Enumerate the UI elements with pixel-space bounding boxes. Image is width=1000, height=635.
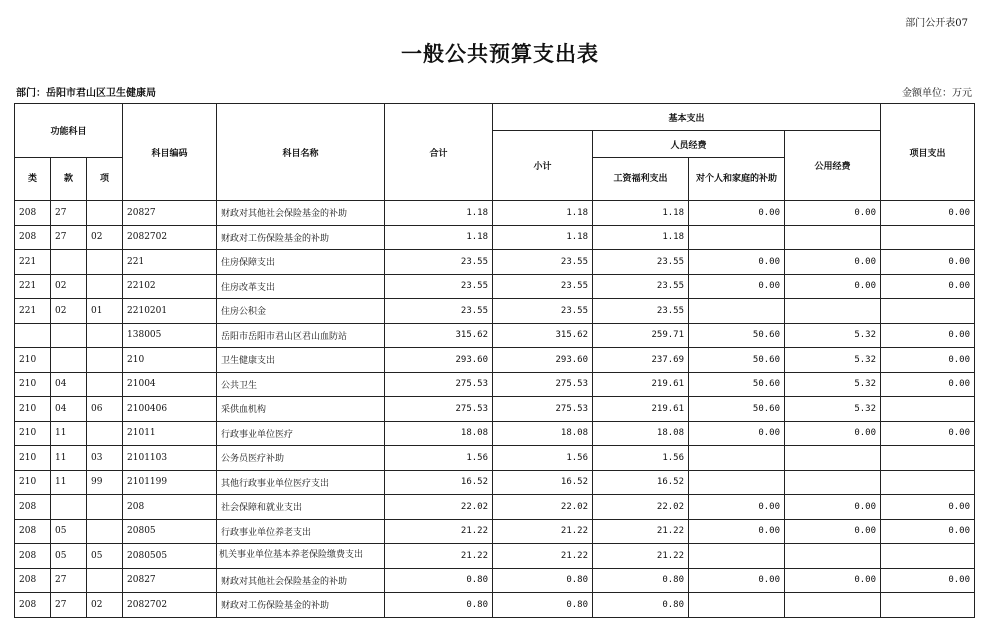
cell-household-subsidy: 50.60	[689, 323, 785, 348]
cell-xiang	[87, 348, 123, 373]
table-row	[15, 348, 975, 373]
header-name: 科目名称	[217, 104, 385, 201]
cell-household-subsidy	[689, 593, 785, 618]
table-row	[15, 519, 975, 544]
header-xiang: 项	[87, 158, 123, 201]
header-public-funds: 公用经费	[785, 131, 881, 201]
cell-project: 0.00	[881, 274, 975, 299]
cell-name: 财政对工伤保险基金的补助	[217, 225, 385, 250]
cell-code: 138005	[123, 323, 217, 348]
cell-wages: 21.22	[593, 519, 689, 544]
cell-public-funds	[785, 593, 881, 618]
cell-wages: 0.80	[593, 593, 689, 618]
cell-name: 采供血机构	[217, 397, 385, 422]
table-row	[15, 250, 975, 275]
cell-total: 0.80	[385, 593, 493, 618]
cell-wages: 23.55	[593, 250, 689, 275]
cell-code: 22102	[123, 274, 217, 299]
cell-code: 20805	[123, 519, 217, 544]
cell-total: 18.08	[385, 421, 493, 446]
table-row	[15, 225, 975, 250]
cell-total: 22.02	[385, 495, 493, 520]
cell-wages: 23.55	[593, 274, 689, 299]
cell-subtotal: 0.80	[493, 568, 593, 593]
cell-lei: 208	[15, 201, 51, 226]
cell-public-funds: 0.00	[785, 421, 881, 446]
cell-lei: 208	[15, 225, 51, 250]
header-wages: 工资福利支出	[593, 158, 689, 201]
cell-total: 16.52	[385, 470, 493, 495]
cell-code: 2080505	[123, 544, 217, 569]
cell-kuan: 11	[51, 470, 87, 495]
header-function-subject: 功能科目	[15, 104, 123, 158]
cell-xiang: 99	[87, 470, 123, 495]
cell-subtotal: 18.08	[493, 421, 593, 446]
cell-project: 0.00	[881, 250, 975, 275]
cell-lei: 221	[15, 250, 51, 275]
cell-total: 23.55	[385, 299, 493, 324]
cell-household-subsidy	[689, 225, 785, 250]
header-project-expenditure: 项目支出	[881, 104, 975, 201]
cell-public-funds: 0.00	[785, 274, 881, 299]
cell-subtotal: 22.02	[493, 495, 593, 520]
cell-kuan: 04	[51, 397, 87, 422]
cell-public-funds	[785, 544, 881, 569]
cell-subtotal: 16.52	[493, 470, 593, 495]
cell-code: 20827	[123, 201, 217, 226]
cell-xiang: 01	[87, 299, 123, 324]
cell-xiang	[87, 568, 123, 593]
cell-name: 财政对工伤保险基金的补助	[217, 593, 385, 618]
cell-project	[881, 225, 975, 250]
page-title: 一般公共预算支出表	[401, 41, 599, 66]
cell-total: 1.18	[385, 225, 493, 250]
cell-public-funds	[785, 299, 881, 324]
cell-public-funds: 0.00	[785, 519, 881, 544]
cell-household-subsidy	[689, 544, 785, 569]
cell-kuan	[51, 348, 87, 373]
cell-name: 公务员医疗补助	[217, 446, 385, 471]
cell-household-subsidy: 50.60	[689, 397, 785, 422]
cell-wages: 23.55	[593, 299, 689, 324]
cell-xiang	[87, 323, 123, 348]
cell-wages: 1.56	[593, 446, 689, 471]
cell-household-subsidy: 0.00	[689, 201, 785, 226]
cell-public-funds: 0.00	[785, 201, 881, 226]
amount-unit-label: 金额单位：万元	[902, 88, 972, 99]
cell-public-funds: 5.32	[785, 348, 881, 373]
cell-name: 财政对其他社会保险基金的补助	[217, 201, 385, 226]
cell-household-subsidy: 0.00	[689, 274, 785, 299]
table-row	[15, 446, 975, 471]
cell-name: 住房公积金	[217, 299, 385, 324]
cell-kuan: 11	[51, 421, 87, 446]
cell-household-subsidy: 0.00	[689, 495, 785, 520]
cell-project: 0.00	[881, 568, 975, 593]
header-code: 科目编码	[123, 104, 217, 201]
cell-code: 20827	[123, 568, 217, 593]
cell-lei: 208	[15, 495, 51, 520]
cell-kuan	[51, 323, 87, 348]
header-household-subsidy: 对个人和家庭的补助	[689, 158, 785, 201]
cell-total: 275.53	[385, 372, 493, 397]
cell-lei: 210	[15, 372, 51, 397]
cell-project	[881, 593, 975, 618]
cell-total: 23.55	[385, 250, 493, 275]
header-total: 合计	[385, 104, 493, 201]
cell-wages: 0.80	[593, 568, 689, 593]
cell-code: 2082702	[123, 225, 217, 250]
cell-public-funds: 5.32	[785, 323, 881, 348]
cell-lei: 208	[15, 568, 51, 593]
table-row	[15, 397, 975, 422]
cell-code: 208	[123, 495, 217, 520]
cell-kuan	[51, 250, 87, 275]
cell-wages: 22.02	[593, 495, 689, 520]
cell-kuan: 27	[51, 225, 87, 250]
cell-lei: 208	[15, 544, 51, 569]
table-row	[15, 274, 975, 299]
cell-wages: 219.61	[593, 397, 689, 422]
cell-xiang	[87, 372, 123, 397]
cell-name: 机关事业单位基本养老保险缴费支出	[217, 544, 385, 569]
cell-total: 1.56	[385, 446, 493, 471]
cell-public-funds	[785, 225, 881, 250]
cell-xiang: 05	[87, 544, 123, 569]
cell-name: 行政事业单位医疗	[217, 421, 385, 446]
cell-lei: 221	[15, 274, 51, 299]
department-label: 部门：岳阳市君山区卫生健康局	[16, 88, 156, 99]
cell-lei	[15, 323, 51, 348]
header-subtotal: 小计	[493, 131, 593, 201]
cell-subtotal: 275.53	[493, 372, 593, 397]
cell-project	[881, 544, 975, 569]
cell-code: 21011	[123, 421, 217, 446]
cell-name: 公共卫生	[217, 372, 385, 397]
cell-xiang: 02	[87, 225, 123, 250]
cell-total: 23.55	[385, 274, 493, 299]
cell-lei: 210	[15, 446, 51, 471]
cell-kuan: 05	[51, 544, 87, 569]
cell-public-funds: 0.00	[785, 250, 881, 275]
cell-household-subsidy	[689, 299, 785, 324]
cell-code: 2101103	[123, 446, 217, 471]
cell-lei: 221	[15, 299, 51, 324]
cell-subtotal: 1.18	[493, 201, 593, 226]
cell-code: 221	[123, 250, 217, 275]
table-row	[15, 372, 975, 397]
table-row	[15, 323, 975, 348]
cell-xiang	[87, 519, 123, 544]
cell-project	[881, 470, 975, 495]
cell-kuan: 04	[51, 372, 87, 397]
form-id: 部门公开表07	[905, 18, 968, 29]
table-row	[15, 421, 975, 446]
cell-name: 住房保障支出	[217, 250, 385, 275]
cell-subtotal: 23.55	[493, 274, 593, 299]
cell-household-subsidy	[689, 470, 785, 495]
cell-total: 21.22	[385, 544, 493, 569]
cell-lei: 210	[15, 470, 51, 495]
cell-subtotal: 0.80	[493, 593, 593, 618]
cell-code: 21004	[123, 372, 217, 397]
table-row	[15, 544, 975, 569]
cell-project: 0.00	[881, 519, 975, 544]
cell-public-funds: 5.32	[785, 397, 881, 422]
table-row	[15, 470, 975, 495]
cell-lei: 208	[15, 519, 51, 544]
cell-xiang	[87, 421, 123, 446]
cell-wages: 1.18	[593, 225, 689, 250]
cell-lei: 210	[15, 348, 51, 373]
cell-kuan: 27	[51, 201, 87, 226]
cell-household-subsidy: 0.00	[689, 568, 785, 593]
cell-lei: 208	[15, 593, 51, 618]
cell-xiang: 03	[87, 446, 123, 471]
cell-public-funds	[785, 446, 881, 471]
cell-public-funds: 0.00	[785, 568, 881, 593]
cell-xiang: 06	[87, 397, 123, 422]
cell-code: 2082702	[123, 593, 217, 618]
cell-wages: 21.22	[593, 544, 689, 569]
cell-lei: 210	[15, 397, 51, 422]
cell-kuan: 11	[51, 446, 87, 471]
cell-code: 2210201	[123, 299, 217, 324]
cell-lei: 210	[15, 421, 51, 446]
cell-subtotal: 23.55	[493, 250, 593, 275]
table-row	[15, 568, 975, 593]
cell-public-funds: 5.32	[785, 372, 881, 397]
cell-wages: 1.18	[593, 201, 689, 226]
cell-subtotal: 23.55	[493, 299, 593, 324]
cell-kuan: 05	[51, 519, 87, 544]
header-personnel-funds: 人员经费	[593, 131, 785, 158]
table-row	[15, 201, 975, 226]
cell-subtotal: 315.62	[493, 323, 593, 348]
cell-subtotal: 1.18	[493, 225, 593, 250]
cell-public-funds: 0.00	[785, 495, 881, 520]
cell-name: 住房改革支出	[217, 274, 385, 299]
cell-project: 0.00	[881, 495, 975, 520]
cell-total: 315.62	[385, 323, 493, 348]
cell-household-subsidy: 50.60	[689, 372, 785, 397]
cell-subtotal: 275.53	[493, 397, 593, 422]
cell-wages: 18.08	[593, 421, 689, 446]
cell-project: 0.00	[881, 323, 975, 348]
cell-household-subsidy: 0.00	[689, 519, 785, 544]
cell-name: 财政对其他社会保险基金的补助	[217, 568, 385, 593]
cell-household-subsidy: 0.00	[689, 250, 785, 275]
cell-xiang: 02	[87, 593, 123, 618]
cell-subtotal: 293.60	[493, 348, 593, 373]
cell-wages: 16.52	[593, 470, 689, 495]
budget-expenditure-table	[14, 103, 975, 618]
cell-household-subsidy	[689, 446, 785, 471]
cell-project: 0.00	[881, 348, 975, 373]
cell-total: 275.53	[385, 397, 493, 422]
cell-project	[881, 446, 975, 471]
cell-public-funds	[785, 470, 881, 495]
cell-name: 行政事业单位养老支出	[217, 519, 385, 544]
cell-project: 0.00	[881, 372, 975, 397]
cell-total: 293.60	[385, 348, 493, 373]
header-lei: 类	[15, 158, 51, 201]
cell-subtotal: 1.56	[493, 446, 593, 471]
cell-kuan: 02	[51, 299, 87, 324]
cell-wages: 259.71	[593, 323, 689, 348]
cell-xiang	[87, 495, 123, 520]
cell-project	[881, 299, 975, 324]
cell-name: 岳阳市岳阳市君山区君山血防站	[217, 323, 385, 348]
cell-xiang	[87, 201, 123, 226]
cell-kuan: 27	[51, 593, 87, 618]
table-row	[15, 495, 975, 520]
cell-project: 0.00	[881, 201, 975, 226]
cell-wages: 219.61	[593, 372, 689, 397]
header-basic-expenditure: 基本支出	[493, 104, 881, 131]
table-row	[15, 593, 975, 618]
cell-household-subsidy: 50.60	[689, 348, 785, 373]
cell-subtotal: 21.22	[493, 519, 593, 544]
cell-xiang	[87, 274, 123, 299]
cell-kuan: 27	[51, 568, 87, 593]
table-row	[15, 299, 975, 324]
cell-code: 2101199	[123, 470, 217, 495]
cell-total: 1.18	[385, 201, 493, 226]
cell-xiang	[87, 250, 123, 275]
cell-kuan: 02	[51, 274, 87, 299]
cell-kuan	[51, 495, 87, 520]
cell-total: 21.22	[385, 519, 493, 544]
cell-name: 社会保障和就业支出	[217, 495, 385, 520]
cell-project	[881, 397, 975, 422]
cell-subtotal: 21.22	[493, 544, 593, 569]
cell-name: 其他行政事业单位医疗支出	[217, 470, 385, 495]
cell-code: 2100406	[123, 397, 217, 422]
cell-household-subsidy: 0.00	[689, 421, 785, 446]
cell-code: 210	[123, 348, 217, 373]
table-body	[15, 201, 975, 618]
header-kuan: 款	[51, 158, 87, 201]
cell-total: 0.80	[385, 568, 493, 593]
cell-wages: 237.69	[593, 348, 689, 373]
cell-project: 0.00	[881, 421, 975, 446]
cell-name: 卫生健康支出	[217, 348, 385, 373]
